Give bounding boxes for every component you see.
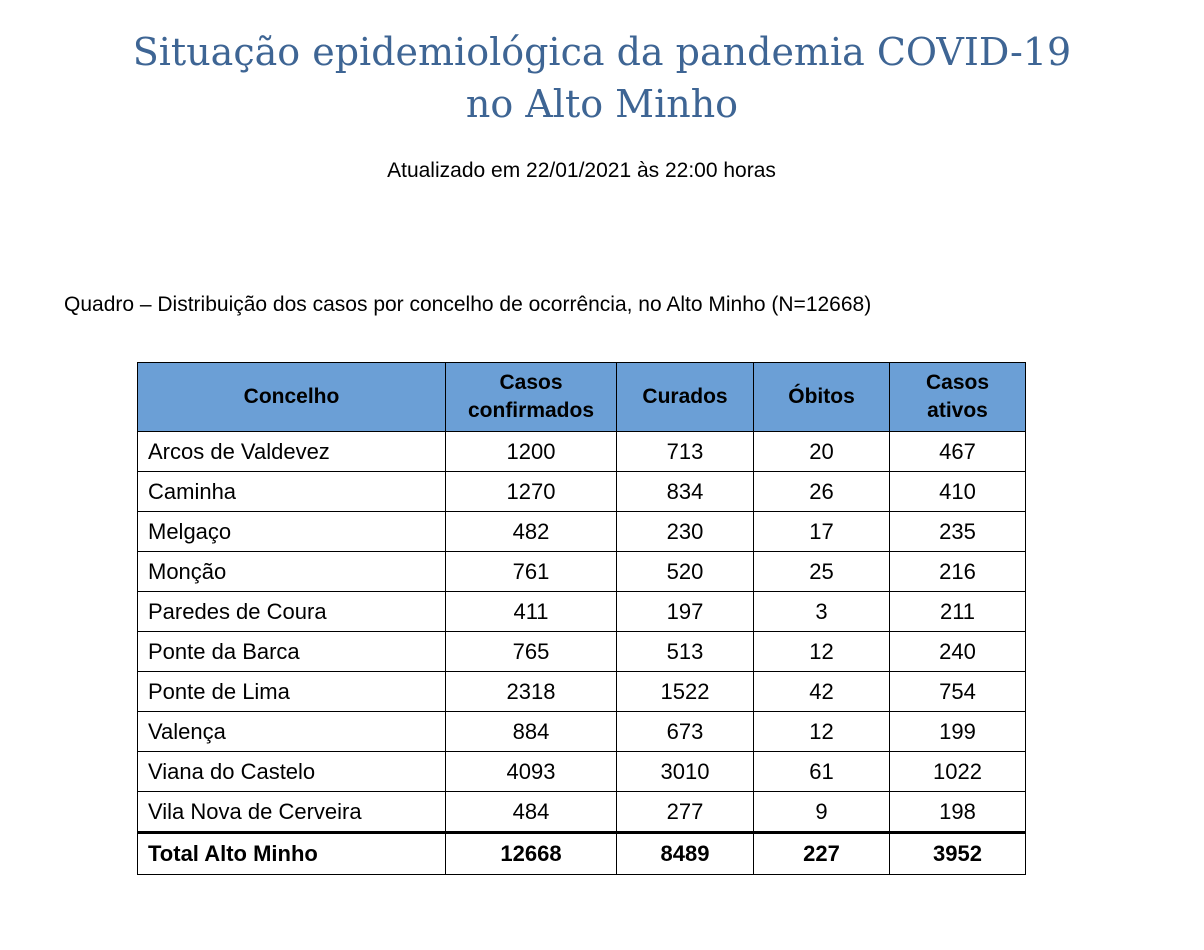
cell-concelho: Monção xyxy=(138,552,446,592)
page-title-line-1: Situação epidemiológica da pandemia COVID-19 xyxy=(132,30,1072,74)
cell-concelho: Valença xyxy=(138,712,446,752)
header-row xyxy=(138,363,1026,432)
cell-obitos: 3 xyxy=(754,592,890,632)
cell-curados: 834 xyxy=(617,472,754,512)
total-obitos: 227 xyxy=(754,833,890,875)
cell-curados: 197 xyxy=(617,592,754,632)
cell-curados: 277 xyxy=(617,792,754,833)
cell-obitos: 17 xyxy=(754,512,890,552)
cell-curados: 673 xyxy=(617,712,754,752)
cell-concelho: Vila Nova de Cerveira xyxy=(138,792,446,833)
cell-confirmados: 484 xyxy=(446,792,617,833)
cell-ativos: 199 xyxy=(890,712,1026,752)
cell-ativos: 240 xyxy=(890,632,1026,672)
header-ativos-line-1: Casos xyxy=(925,371,990,394)
header-confirmados-line-1: Casos xyxy=(499,371,563,394)
total-row xyxy=(138,833,1026,875)
table-body xyxy=(138,432,1026,875)
cell-confirmados: 2318 xyxy=(446,672,617,712)
cell-confirmados: 884 xyxy=(446,712,617,752)
cell-ativos: 467 xyxy=(890,432,1026,472)
total-curados: 8489 xyxy=(617,833,754,875)
cell-concelho: Viana do Castelo xyxy=(138,752,446,792)
total-confirmados: 12668 xyxy=(446,833,617,875)
cell-confirmados: 1200 xyxy=(446,432,617,472)
cell-ativos: 216 xyxy=(890,552,1026,592)
table-row xyxy=(138,792,1026,833)
cell-obitos: 12 xyxy=(754,632,890,672)
page-title-line-2: no Alto Minho xyxy=(465,82,739,126)
table-row xyxy=(138,672,1026,712)
table-row xyxy=(138,552,1026,592)
header-confirmados-line-2: confirmados xyxy=(467,399,595,422)
table-row xyxy=(138,632,1026,672)
header-ativos-line-2: ativos xyxy=(927,399,988,422)
cell-confirmados: 765 xyxy=(446,632,617,672)
header-casos-ativos xyxy=(890,363,1026,432)
table-row xyxy=(138,432,1026,472)
cell-ativos: 754 xyxy=(890,672,1026,712)
cell-curados: 520 xyxy=(617,552,754,592)
cell-confirmados: 1270 xyxy=(446,472,617,512)
header-obitos: Óbitos xyxy=(754,363,890,432)
table-row xyxy=(138,712,1026,752)
cell-concelho: Arcos de Valdevez xyxy=(138,432,446,472)
cell-concelho: Caminha xyxy=(138,472,446,512)
total-ativos: 3952 xyxy=(890,833,1026,875)
cell-ativos: 235 xyxy=(890,512,1026,552)
cell-obitos: 20 xyxy=(754,432,890,472)
cell-concelho: Paredes de Coura xyxy=(138,592,446,632)
cell-curados: 713 xyxy=(617,432,754,472)
cell-concelho: Ponte de Lima xyxy=(138,672,446,712)
table-row xyxy=(138,512,1026,552)
cell-obitos: 25 xyxy=(754,552,890,592)
cell-confirmados: 761 xyxy=(446,552,617,592)
cell-obitos: 12 xyxy=(754,712,890,752)
table-row xyxy=(138,472,1026,512)
cell-obitos: 61 xyxy=(754,752,890,792)
cell-obitos: 26 xyxy=(754,472,890,512)
cell-curados: 1522 xyxy=(617,672,754,712)
cell-concelho: Melgaço xyxy=(138,512,446,552)
cell-ativos: 410 xyxy=(890,472,1026,512)
cell-concelho: Ponte da Barca xyxy=(138,632,446,672)
header-curados: Curados xyxy=(617,363,754,432)
update-timestamp: Atualizado em 22/01/2021 às 22:00 horas xyxy=(387,159,776,182)
table-header xyxy=(138,363,1026,432)
cell-curados: 513 xyxy=(617,632,754,672)
cell-ativos: 1022 xyxy=(890,752,1026,792)
table-caption: Quadro – Distribuição dos casos por concelho de ocorrência, no Alto Minho (N=12668) xyxy=(64,293,872,316)
cases-table xyxy=(137,362,1026,875)
cell-ativos: 198 xyxy=(890,792,1026,833)
header-casos-confirmados xyxy=(446,363,617,432)
cell-confirmados: 411 xyxy=(446,592,617,632)
cell-obitos: 42 xyxy=(754,672,890,712)
cell-confirmados: 482 xyxy=(446,512,617,552)
cell-obitos: 9 xyxy=(754,792,890,833)
cell-curados: 3010 xyxy=(617,752,754,792)
cell-ativos: 211 xyxy=(890,592,1026,632)
table-row xyxy=(138,752,1026,792)
cell-confirmados: 4093 xyxy=(446,752,617,792)
total-concelho: Total Alto Minho xyxy=(138,833,446,875)
table-row xyxy=(138,592,1026,632)
page-title xyxy=(0,26,1204,130)
cell-curados: 230 xyxy=(617,512,754,552)
header-concelho: Concelho xyxy=(138,363,446,432)
